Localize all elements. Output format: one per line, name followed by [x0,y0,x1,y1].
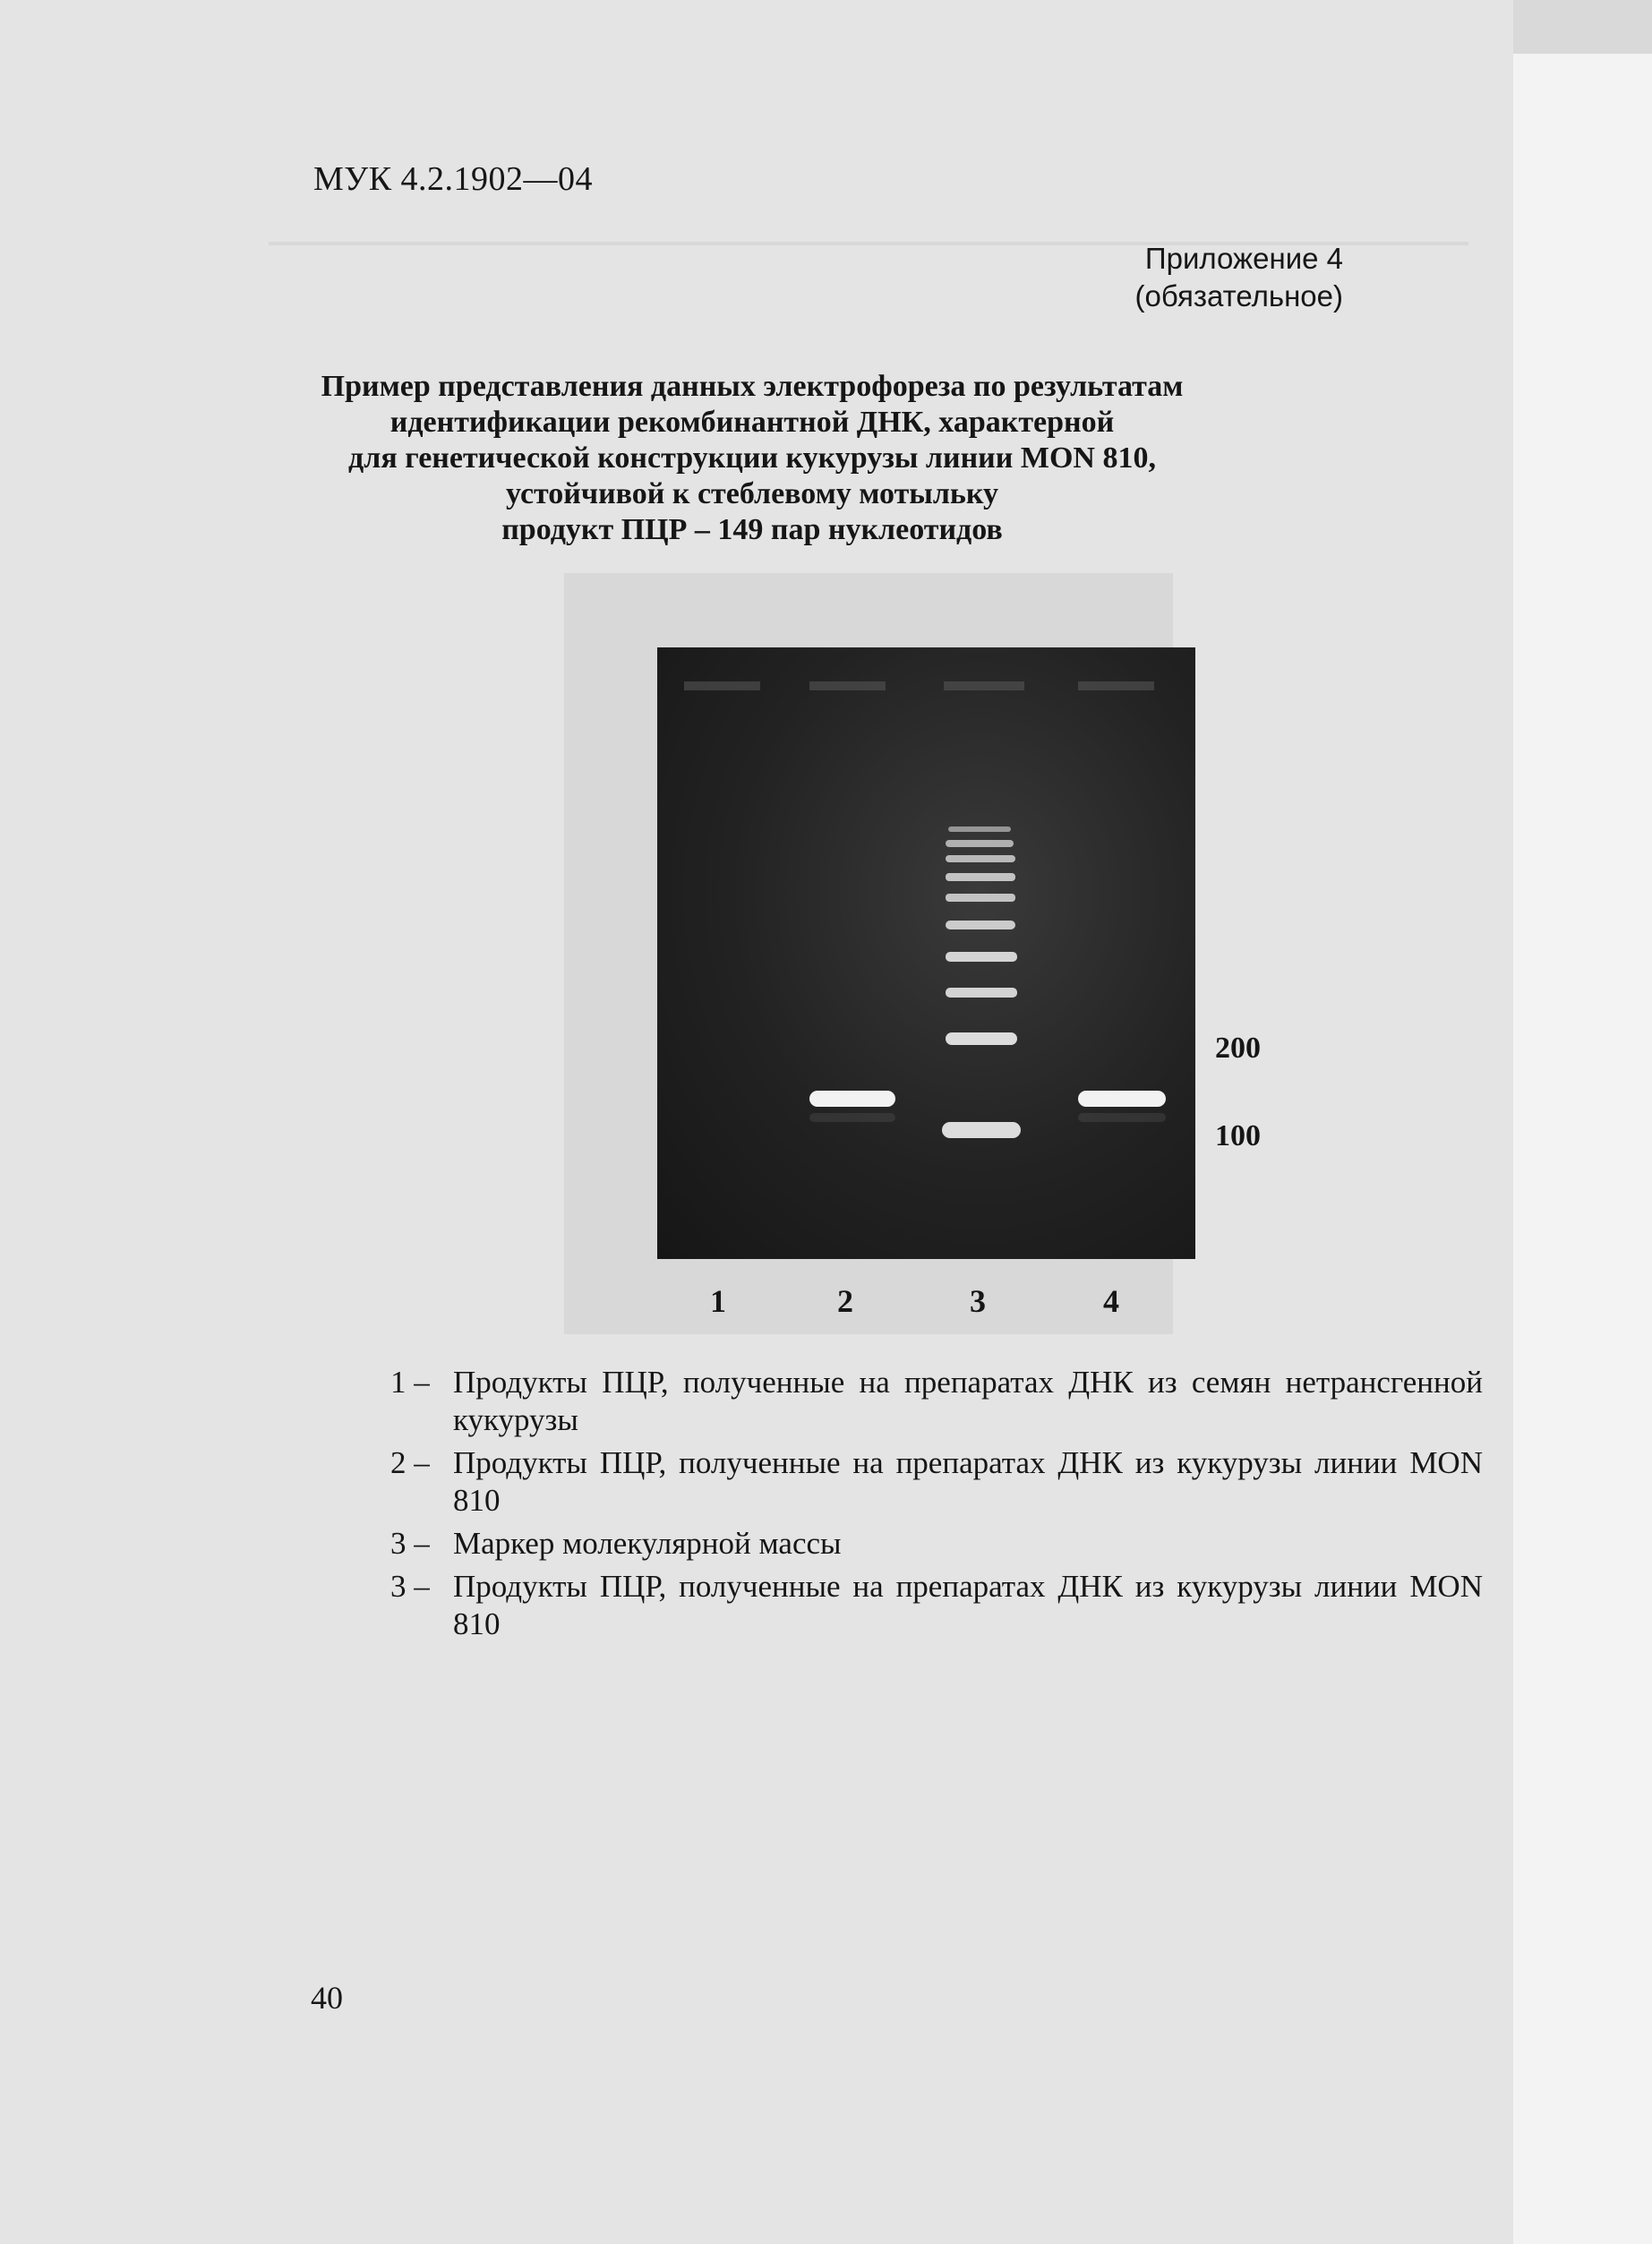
appendix-number: Приложение 4 [1144,242,1343,275]
page-number: 40 [311,1980,343,2016]
band-lane-2 [809,1091,895,1107]
ladder-band [948,827,1011,832]
legend-item-text: Продукты ПЦР, полученные на препаратах ДНК из кукурузы линии MON 810 [453,1445,1483,1518]
legend-item-number: 3 – [390,1569,430,1604]
gel-image [657,647,1195,1259]
ladder-bands [942,827,1021,1138]
appendix-label [1134,240,1343,315]
scan-margin [1513,54,1652,2244]
title-line: для генетической конструкции кукурузы линии MON 810, [348,441,1156,475]
well-lane-3 [944,681,1024,690]
ladder-band [946,1032,1017,1045]
legend-item [390,1364,1483,1439]
legend-item [390,1444,1483,1520]
title-line: продукт ПЦР – 149 пар нуклеотидов [501,513,1003,546]
legend-item-text: Продукты ПЦР, полученные на препаратах ДНК из кукурузы линии MON 810 [453,1569,1483,1641]
ladder-band [946,855,1015,862]
lane-number-2: 2 [837,1283,853,1319]
size-marker-200: 200 [1215,1032,1261,1065]
lane-number-4: 4 [1103,1283,1119,1319]
legend-item-text: Продукты ПЦР, полученные на препаратах ДНК из семян нетрансгенной кукурузы [453,1365,1483,1437]
legend-item-number: 3 – [390,1526,430,1561]
title-line: устойчивой к стеблевому мотыльку [506,477,998,510]
gel-bands [657,647,1195,1259]
appendix-type: (обязательное) [1134,279,1343,313]
legend-item [390,1525,1483,1563]
ladder-band [946,988,1017,998]
well-lane-1 [684,681,760,690]
figure-legend [390,1364,1483,1649]
lane-number-3: 3 [970,1283,986,1319]
ladder-band [946,894,1015,902]
legend-item [390,1568,1483,1643]
legend-item-number: 2 – [390,1445,430,1480]
well-lane-2 [809,681,886,690]
title-line: Пример представления данных электрофореза по результатам [321,370,1184,403]
ladder-band [946,873,1015,881]
ladder-band [942,1122,1021,1138]
well-lane-4 [1078,681,1154,690]
lane-number-1: 1 [710,1283,726,1319]
smear-lane-2 [809,1113,895,1122]
ladder-band [946,921,1015,929]
figure-title [269,369,1236,548]
legend-item-text: Маркер молекулярной массы [453,1526,842,1561]
ladder-band [946,952,1017,962]
size-marker-100: 100 [1215,1119,1261,1152]
legend-item-number: 1 – [390,1365,430,1400]
title-line: идентификации рекомбинантной ДНК, характерной [389,406,1115,439]
smear-lane-4 [1078,1113,1166,1122]
ladder-band [946,840,1014,847]
document-code: МУК 4.2.1902—04 [313,160,594,198]
band-lane-4 [1078,1091,1166,1107]
